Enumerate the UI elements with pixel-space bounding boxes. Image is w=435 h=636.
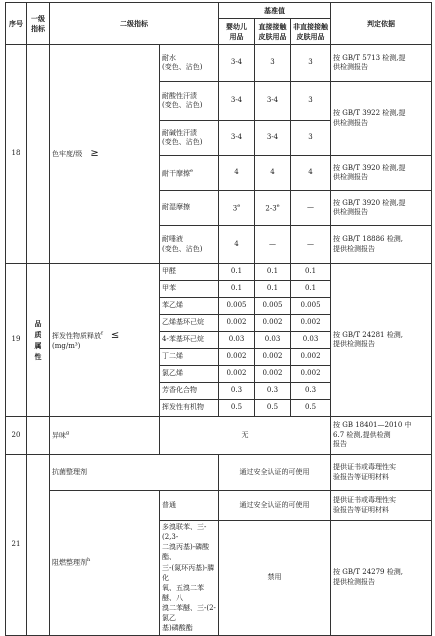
row21-banned-name: 多溴联苯、三-(2,3- 二溴丙基)-磷酸酯、 三-(氮环丙基)-膦化 氧、五溴二苯醚、八 溴二苯醚、三-(2-氯乙 基)磷酸酯 — [160, 521, 219, 636]
header-direct: 直接接触 皮肤用品 — [255, 19, 291, 45]
row18-item-infant-cell — [219, 191, 255, 226]
row19-item-direct: 0.03 — [255, 332, 291, 349]
row21-category-empty — [27, 455, 50, 636]
row19-symbol: ≤ — [110, 329, 120, 341]
row19-item-infant: 0.002 — [219, 366, 255, 383]
row21-flame-name-cell — [50, 491, 160, 636]
row19-item-nondirect: 0.005 — [291, 298, 331, 315]
row19-item-name: 苯乙烯 — [160, 298, 219, 315]
row18-basis: 按 GB/T 3922 检测,提 供检测报告 — [331, 82, 432, 156]
row19-item-name: 4-苯基环己烷 — [160, 332, 219, 349]
row19-item-infant: 0.1 — [219, 281, 255, 298]
row19-item-nondirect: 0.5 — [291, 400, 331, 417]
row20-name-cell — [50, 417, 160, 455]
row19-name-cell — [50, 264, 160, 417]
row19-item-direct: 0.002 — [255, 349, 291, 366]
row18-item-direct: 3-4 — [255, 82, 291, 121]
row18-category-empty — [27, 45, 50, 264]
footnote-mark: h — [87, 557, 91, 564]
row19-item-nondirect: 0.1 — [291, 281, 331, 298]
row20-seq: 20 — [6, 417, 27, 455]
table-row — [6, 264, 432, 281]
row21-general-value: 通过安全认证的可使用 — [219, 491, 331, 521]
row21-general-basis: 提供证书或毒理性实 验报告等证明材料 — [331, 491, 432, 521]
row18-name: 色牢度/级 — [52, 150, 83, 158]
row18-name-cell — [50, 45, 160, 264]
row19-item-name: 丁二烯 — [160, 349, 219, 366]
header-level2: 二级指标 — [50, 3, 219, 45]
row19-item-direct: 0.5 — [255, 400, 291, 417]
row19-seq: 19 — [6, 264, 27, 417]
category-label: 品 质 属 性 — [27, 264, 50, 417]
row18-basis: 按 GB/T 5713 检测,提 供检测报告 — [331, 45, 432, 82]
row18-item-nondirect: 3 — [291, 82, 331, 121]
row18-item-name: 耐唾液 (变色、沾色) — [160, 226, 219, 264]
table-row — [6, 417, 432, 455]
row19-basis: 按 GB/T 24281 检测, 提供检测报告 — [331, 264, 432, 417]
row19-unit: (mg/m³) — [52, 342, 81, 351]
row18-item-nondirect: 3 — [291, 45, 331, 82]
footnote-mark: e — [190, 167, 193, 174]
row19-item-direct: 0.002 — [255, 315, 291, 332]
row19-item-infant: 0.005 — [219, 298, 255, 315]
table-row — [6, 45, 432, 82]
header-basis: 判定依据 — [331, 3, 432, 45]
row20-category-empty — [27, 417, 50, 455]
row18-item-direct: 3-4 — [255, 121, 291, 156]
row21-flame-name: 阻燃整理剂 — [52, 558, 87, 567]
standard-table-page — [5, 2, 431, 636]
row18-symbol: ≥ — [90, 148, 99, 160]
row19-item-name: 乙烯基环己烷 — [160, 315, 219, 332]
table-row — [6, 491, 432, 521]
row19-item-infant: 0.3 — [219, 383, 255, 400]
row19-item-infant: 0.1 — [219, 264, 255, 281]
row19-item-infant: 0.002 — [219, 349, 255, 366]
row19-item-name: 挥发性有机物 — [160, 400, 219, 417]
row19-item-infant: 0.5 — [219, 400, 255, 417]
header-nondirect: 非直接接触 皮肤用品 — [291, 19, 331, 45]
row19-item-direct: 0.005 — [255, 298, 291, 315]
header-level1: 一级 指标 — [27, 3, 50, 45]
header-baseline: 基准值 — [219, 3, 331, 19]
row18-item-nondirect: — — [291, 226, 331, 264]
footnote-mark: g — [66, 430, 70, 437]
row19-item-name: 甲苯 — [160, 281, 219, 298]
row19-item-nondirect: 0.03 — [291, 332, 331, 349]
row21-general-name: 普通 — [160, 491, 219, 521]
row21-antibacterial-value: 通过安全认证的可使用 — [219, 455, 331, 491]
row19-item-nondirect: 0.3 — [291, 383, 331, 400]
row18-seq: 18 — [6, 45, 27, 264]
row18-item-direct: 4 — [255, 156, 291, 191]
row20-value: 无 — [160, 417, 331, 455]
table-row — [6, 455, 432, 491]
row18-item-name: 耐湿摩擦 — [160, 191, 219, 226]
row19-item-infant: 0.002 — [219, 315, 255, 332]
row19-item-name: 氯乙烯 — [160, 366, 219, 383]
row18-item-name: 耐干摩擦 — [162, 168, 190, 177]
row21-banned-basis: 按 GB/T 24279 检测, 提供检测报告 — [331, 521, 432, 636]
row18-item-infant: 4 — [219, 156, 255, 191]
row18-basis: 按 GB/T 18886 检测, 提供检测报告 — [331, 226, 432, 264]
row18-item-name-cell — [160, 156, 219, 191]
row18-item-direct: 2-3 — [265, 203, 277, 212]
header-seq: 序号 — [6, 3, 27, 45]
standard-table — [5, 2, 432, 636]
footnote-mark: e — [276, 202, 280, 209]
row19-item-nondirect: 0.1 — [291, 264, 331, 281]
footnote-mark: e — [237, 202, 241, 209]
footnote-mark: f — [101, 329, 103, 336]
header-infant: 婴幼儿 用品 — [219, 19, 255, 45]
row21-banned-value: 禁用 — [219, 521, 331, 636]
row19-item-nondirect: 0.002 — [291, 315, 331, 332]
row19-item-nondirect: 0.002 — [291, 349, 331, 366]
row19-item-direct: 0.3 — [255, 383, 291, 400]
row18-item-name: 耐水 (变色、沾色) — [160, 45, 219, 82]
row21-seq: 21 — [6, 455, 27, 636]
row18-item-direct: 3 — [255, 45, 291, 82]
row18-item-direct: — — [255, 226, 291, 264]
row18-item-nondirect: — — [291, 191, 331, 226]
row19-item-direct: 0.1 — [255, 264, 291, 281]
row20-name: 异味 — [52, 431, 66, 440]
row18-item-infant: 3-4 — [219, 82, 255, 121]
row18-item-infant: 4 — [219, 226, 255, 264]
row19-item-name: 甲醛 — [160, 264, 219, 281]
row20-basis: 按 GB 18401—2010 中 6.7 检测,提供检测 报告 — [331, 417, 432, 455]
row18-item-name: 耐碱性汗渍 (变色、沾色) — [160, 121, 219, 156]
row19-item-infant: 0.03 — [219, 332, 255, 349]
row18-item-nondirect: 4 — [291, 156, 331, 191]
row18-item-nondirect: 3 — [291, 121, 331, 156]
row19-item-nondirect: 0.002 — [291, 366, 331, 383]
row18-basis: 按 GB/T 3920 检测,提 供检测报告 — [331, 191, 432, 226]
row21-antibacterial-basis: 提供证书或毒理性实 验报告等证明材料 — [331, 455, 432, 491]
row21-antibacterial-name: 抗菌整理剂 — [50, 455, 219, 491]
row18-basis: 按 GB/T 3920 检测,提 供检测报告 — [331, 156, 432, 191]
row18-item-infant: 3-4 — [219, 121, 255, 156]
row19-item-name: 芳香化合物 — [160, 383, 219, 400]
row19-name: 挥发性物质释放 — [52, 331, 101, 340]
row18-item-infant: 3 — [232, 203, 238, 212]
row18-item-infant: 3-4 — [219, 45, 255, 82]
row19-item-direct: 0.1 — [255, 281, 291, 298]
row19-item-direct: 0.002 — [255, 366, 291, 383]
row18-item-direct-cell — [255, 191, 291, 226]
row18-item-name: 耐酸性汗渍 (变色、沾色) — [160, 82, 219, 121]
